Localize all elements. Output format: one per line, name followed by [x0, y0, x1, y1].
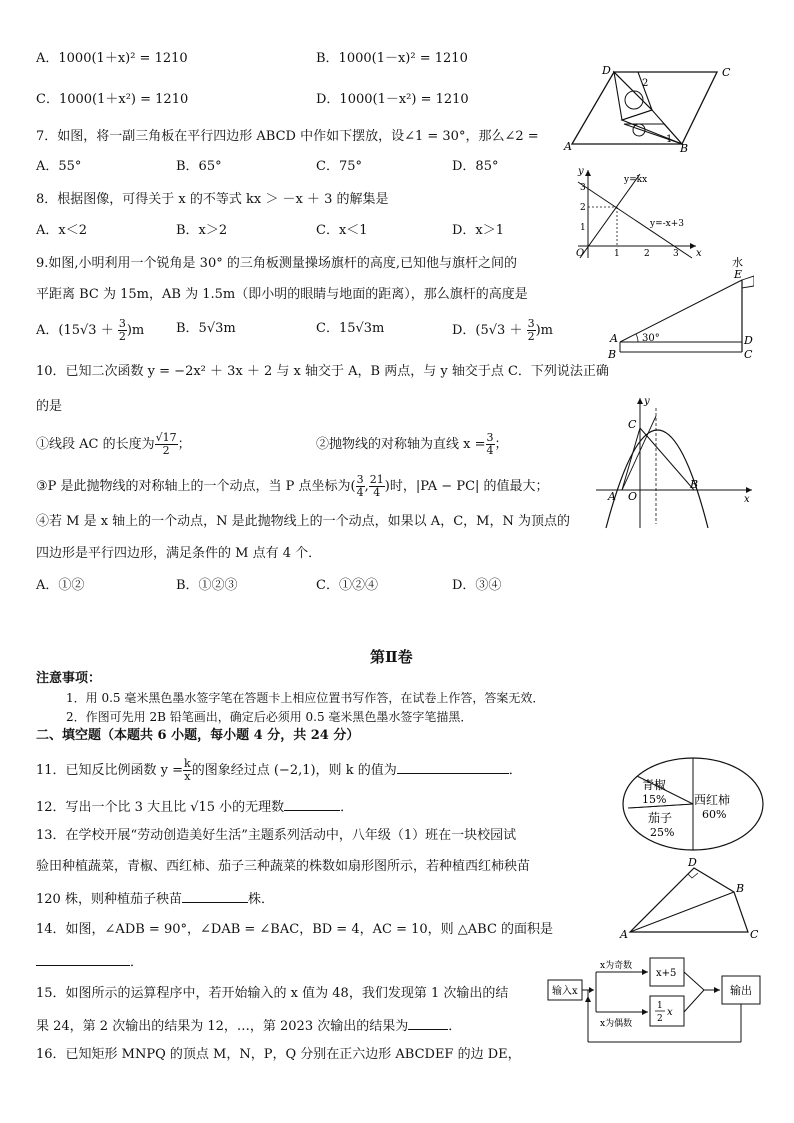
- notice-heading: 注意事项：: [36, 671, 102, 686]
- q8-axis-x: x: [696, 248, 702, 259]
- q9-angle: 30°: [642, 333, 660, 344]
- q8-stem: 8．根据图像，可得关于 x 的不等式 kx ＞ －x ＋ 3 的解集是: [36, 192, 389, 207]
- q9-figure: [604, 254, 754, 362]
- q14-figure: [618, 854, 762, 940]
- q10-option-d: D．③④: [452, 578, 502, 593]
- q9-line2: 平距离 BC 为 15m，AB 为 1.5m（即小明的眼睛与地面的距离），那么旗杆的高度是: [36, 287, 528, 302]
- pie-pct-xihongshi: 60%: [702, 808, 727, 821]
- q13-pie-chart: [620, 756, 770, 852]
- q8-tick-y1: 1: [580, 223, 586, 233]
- q10-label-c: C: [628, 418, 637, 431]
- q10-option-b: B．①②③: [176, 578, 238, 593]
- q10-label-o: O: [628, 490, 638, 503]
- q7-label-b: B: [680, 142, 689, 154]
- part2-title: 第Ⅱ卷: [370, 648, 413, 666]
- q10-statement-3: ③P 是此抛物线的对称轴上的一个动点，当 P 点坐标为( $\frac{3}{4}$ , $\frac{21}{4}$ )时，|PA − PC| 的值最大；: [36, 473, 549, 499]
- flow-input: 输入x: [552, 986, 578, 997]
- q9-option-c: C．15√3m: [316, 321, 385, 336]
- q9-label-a: A: [610, 332, 618, 345]
- flow-even: x为偶数: [600, 1019, 633, 1029]
- q7-option-c: C．75°: [316, 159, 362, 174]
- q10-label-b: B: [690, 478, 699, 491]
- q15-line2: 果 24，第 2 次输出的结果为 12，…，第 2023 次输出的结果为 ．: [36, 1016, 461, 1036]
- flow-odd: x为奇数: [600, 961, 633, 971]
- notice-item-1: 1．用 0.5 毫米黑色墨水签字笔在答题卡上相应位置书写作答，在试卷上作答，答案无效．: [66, 691, 545, 705]
- q8-axis-y: y: [578, 166, 584, 177]
- q9-line1: 9.如图,小明利用一个锐角是 30° 的三角板测量操场旗杆的高度,已知他与旗杆之间的: [36, 256, 517, 271]
- pie-label-qingjiao: 青椒: [642, 778, 667, 792]
- q8-tick-x2: 2: [644, 249, 650, 259]
- q7-label-a: A: [564, 140, 572, 153]
- flow-box-plus5: x+5: [656, 968, 677, 979]
- q10-statement-1: ①线段 AC 的长度为 $\frac{√17}{2}$ ；: [36, 431, 191, 457]
- q10-axis-x: x: [744, 494, 750, 505]
- q8-tick-y2: 2: [580, 203, 586, 213]
- flow-output: 输出: [730, 984, 752, 997]
- notice-item-2: 2．作图可先用 2B 铅笔画出，确定后必须用 0.5 毫米黑色墨水签字笔描黑．: [66, 710, 473, 724]
- q8-option-b: B．x＞2: [176, 223, 228, 238]
- q15-line1: 15．如图所示的运算程序中，若开始输入的 x 值为 48，我们发现第 1 次输出的结: [36, 986, 509, 1001]
- q10-option-c: C．①②④: [316, 578, 378, 593]
- q9-label-d: D: [744, 334, 753, 347]
- q6-option-c: C．1000(1＋x²) = 1210: [36, 92, 189, 107]
- q10-statement-4a: ④若 M 是 x 轴上的一个动点，N 是此抛物线上的一个动点，如果以 A，C，M，N 为顶点的: [36, 514, 570, 529]
- q7-angle-2: 2: [642, 78, 649, 89]
- q8-option-a: A．x＜2: [36, 223, 87, 238]
- q7-label-d: D: [602, 64, 611, 77]
- q9-option-a: A．(15√3 ＋ $\frac{3}{2}$ )m: [36, 317, 145, 343]
- q11: 11．已知反比例函数 y = $\frac{k}{x}$ 的图象经过点 (−2,1)，则 k 的值为 ．: [36, 757, 522, 783]
- q16-line1: 16．已知矩形 MNPQ 的顶点 M，N，P，Q 分别在正六边形 ABCDEF 的边 DE，: [36, 1047, 521, 1062]
- q6-option-b: B．1000(1－x)² = 1210: [316, 51, 468, 66]
- q12: 12．写出一个比 3 大且比 √15 小的无理数 ．: [36, 797, 353, 817]
- q8-option-d: D．x＞1: [452, 223, 505, 238]
- section-heading: 二、填空题（本题共 6 小题，每小题 4 分，共 24 分）: [36, 728, 360, 743]
- q13-line2: 验田种植蔬菜，青椒、西红柿、茄子三种蔬菜的株数如扇形图所示，若种植西红柿秧苗: [36, 859, 531, 874]
- q6-option-a: A．1000(1＋x)² = 1210: [36, 51, 188, 66]
- q14-label-c: C: [750, 928, 759, 940]
- q10-line2: 的是: [36, 399, 63, 414]
- q13-line3: 120 株，则种植茄子秧苗 株．: [36, 889, 274, 909]
- q8-line-neg: y=-x+3: [650, 219, 685, 229]
- q7-option-a: A．55°: [36, 159, 82, 174]
- q6-option-d: D．1000(1－x²) = 1210: [316, 92, 469, 107]
- q8-option-c: C．x＜1: [316, 223, 368, 238]
- q13-line1: 13．在学校开展“劳动创造美好生活”主题系列活动中，八年级（1）班在一块校园试: [36, 828, 517, 843]
- q7-stem: 7．如图，将一副三角板在平行四边形 ABCD 中作如下摆放，设∠1 = 30°，那么∠2 =: [36, 129, 539, 144]
- pie-pct-qingjiao: 15%: [642, 793, 667, 806]
- q14-label-d: D: [688, 856, 697, 869]
- pie-label-xihongshi: 西红柿: [694, 793, 731, 807]
- q10-axis-y: y: [644, 396, 650, 407]
- q9-shui: 水: [732, 256, 743, 269]
- q15-flowchart: [544, 946, 770, 1050]
- flow-half-den: 2: [657, 1014, 663, 1024]
- q7-angle-1: 1: [666, 134, 673, 145]
- q14-label-b: B: [736, 882, 745, 895]
- q9-label-c: C: [744, 348, 753, 361]
- q8-line-kx: y=kx: [624, 175, 648, 185]
- q9-label-b: B: [608, 348, 617, 361]
- q9-label-e: E: [734, 268, 743, 281]
- q10-statement-2: ②抛物线的对称轴为直线 x = $\frac{3}{4}$ ；: [316, 431, 508, 457]
- q8-figure: [566, 164, 726, 260]
- q10-statement-4b: 四边形是平行四边形，满足条件的 M 点有 4 个．: [36, 546, 322, 561]
- q7-option-d: D．85°: [452, 159, 499, 174]
- q8-tick-x1: 1: [614, 249, 620, 259]
- q9-option-d: D．(5√3 ＋ $\frac{3}{2}$ )m: [452, 317, 553, 343]
- q10-option-a: A．①②: [36, 578, 85, 593]
- q8-origin: O: [576, 248, 585, 259]
- q10-label-a: A: [608, 490, 616, 503]
- q7-figure: [562, 62, 742, 154]
- q14-line2: ．: [36, 952, 143, 972]
- q9-option-b: B．5√3m: [176, 321, 236, 336]
- pie-label-qiezi: 茄子: [648, 811, 673, 825]
- q10-figure: [592, 392, 760, 532]
- flow-half-num: 1: [657, 1001, 663, 1011]
- pie-pct-qiezi: 25%: [650, 826, 675, 839]
- q8-tick-y3: 3: [580, 183, 586, 193]
- q7-option-b: B．65°: [176, 159, 222, 174]
- q8-tick-x3: 3: [673, 249, 679, 259]
- q14-label-a: A: [620, 928, 628, 940]
- flow-half-x: x: [667, 1007, 673, 1018]
- q14-line1: 14．如图，∠ADB = 90°，∠DAB = ∠BAC，BD = 4，AC = 10，则 △ABC 的面积是: [36, 922, 554, 937]
- q7-label-c: C: [722, 66, 731, 79]
- q10-line1: 10．已知二次函数 y = −2x² ＋ 3x ＋ 2 与 x 轴交于 A，B 两点，与 y 轴交于点 C．下列说法正确: [36, 364, 609, 379]
